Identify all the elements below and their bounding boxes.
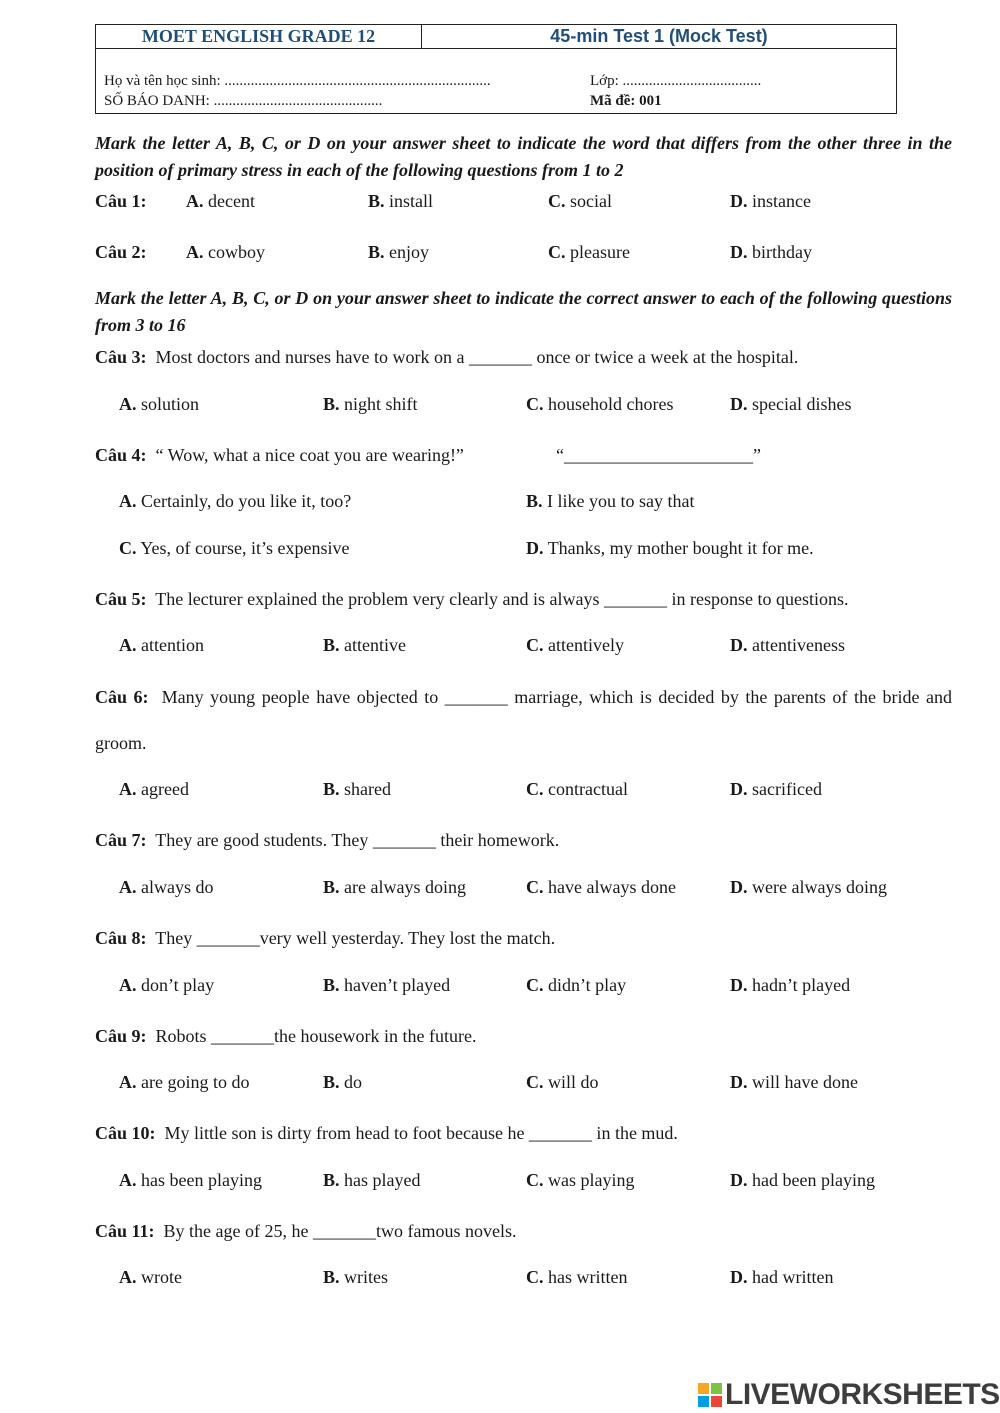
option-6d[interactable]: D. sacrificed: [730, 779, 822, 799]
student-id-line: SỐ BÁO DANH: .............................................: [104, 93, 383, 109]
option-10d[interactable]: D. had been playing: [730, 1170, 875, 1190]
option-9c[interactable]: C. will do: [526, 1072, 599, 1092]
option-6a[interactable]: A. agreed: [119, 779, 189, 799]
option-4d[interactable]: D. Thanks, my mother bought it for me.: [526, 538, 814, 558]
option-3c[interactable]: C. household chores: [526, 394, 674, 414]
option-8d[interactable]: D. hadn’t played: [730, 975, 851, 995]
option-10c[interactable]: C. was playing: [526, 1170, 635, 1190]
option-7a[interactable]: A. always do: [119, 877, 214, 897]
option-11b[interactable]: B. writes: [323, 1267, 389, 1287]
question-label: Câu 2:: [95, 242, 147, 262]
option-4a[interactable]: A. Certainly, do you like it, too?: [119, 491, 352, 511]
class-line: Lớp: .....................................: [590, 73, 762, 89]
course-title: MOET ENGLISH GRADE 12: [96, 25, 422, 48]
student-name-line: Họ và tên học sinh: .......................................................................: [104, 73, 491, 89]
question-5: Câu 5: The lecturer explained the problem very clearly and is always _______ in response to questions.: [95, 589, 849, 609]
question-4-response-blank: “_____________________”: [556, 445, 761, 465]
option-6c[interactable]: C. contractual: [526, 779, 628, 799]
option-9b[interactable]: B. do: [323, 1072, 363, 1092]
option-3a[interactable]: A. solution: [119, 394, 200, 414]
test-code: Mã đề: 001: [590, 93, 662, 109]
option-1d[interactable]: D. instance: [730, 191, 811, 211]
option-8c[interactable]: C. didn’t play: [526, 975, 627, 995]
option-11d[interactable]: D. had written: [730, 1267, 834, 1287]
test-title: 45-min Test 1 (Mock Test): [550, 26, 768, 46]
liveworksheets-logo: [697, 1378, 1000, 1412]
question-11: Câu 11: By the age of 25, he _______two famous novels.: [95, 1221, 517, 1241]
option-5a[interactable]: A. attention: [119, 635, 204, 655]
option-5d[interactable]: D. attentiveness: [730, 635, 845, 655]
option-9d[interactable]: D. will have done: [730, 1072, 858, 1092]
option-4c[interactable]: C. Yes, of course, it’s expensive: [119, 538, 350, 558]
question-9: Câu 9: Robots _______the housework in the future.: [95, 1026, 477, 1046]
question-1: [95, 190, 147, 212]
option-7c[interactable]: C. have always done: [526, 877, 676, 897]
option-11a[interactable]: A. wrote: [119, 1267, 182, 1287]
option-11c[interactable]: C. has written: [526, 1267, 628, 1287]
brand-name: LIVEWORKSHEETS: [725, 1378, 1000, 1411]
option-1a[interactable]: A. decent: [186, 191, 255, 211]
option-2d[interactable]: D. birthday: [730, 242, 812, 262]
instruction-2: Mark the letter A, B, C, or D on your answer sheet to indicate the correct answer to each of the following questions from 3 to 16: [95, 288, 952, 335]
option-5c[interactable]: C. attentively: [526, 635, 624, 655]
question-7: Câu 7: They are good students. They _______ their homework.: [95, 830, 560, 850]
option-2c[interactable]: C. pleasure: [548, 242, 630, 262]
question-10: Câu 10: My little son is dirty from head to foot because he _______ in the mud.: [95, 1123, 678, 1143]
option-4b[interactable]: B. I like you to say that: [526, 491, 695, 511]
test-header: [95, 24, 897, 114]
option-10b[interactable]: B. has played: [323, 1170, 421, 1190]
option-7b[interactable]: B. are always doing: [323, 877, 466, 897]
question-label: Câu 1:: [95, 191, 147, 211]
instruction-1: Mark the letter A, B, C, or D on your answer sheet to indicate the word that differs from the other three in the position of primary stress in each of the following questions from 1 to 2: [95, 133, 952, 180]
option-5b[interactable]: B. attentive: [323, 635, 406, 655]
question-2: [95, 241, 147, 263]
option-3d[interactable]: D. special dishes: [730, 394, 852, 414]
option-1b[interactable]: B. install: [368, 191, 434, 211]
option-10a[interactable]: A. has been playing: [119, 1170, 262, 1190]
liveworksheets-logo-icon: [697, 1382, 723, 1408]
option-7d[interactable]: D. were always doing: [730, 877, 887, 897]
question-4: Câu 4: “ Wow, what a nice coat you are wearing!”: [95, 445, 464, 465]
option-2a[interactable]: A. cowboy: [186, 242, 265, 262]
question-8: Câu 8: They _______very well yesterday. They lost the match.: [95, 928, 556, 948]
question-3: Câu 3: Most doctors and nurses have to work on a _______ once or twice a week at the hospital.: [95, 347, 799, 367]
question-6: Câu 6: Many young people have objected to _______ marriage, which is decided by the parents of the bride and groom.: [95, 687, 952, 753]
option-9a[interactable]: A. are going to do: [119, 1072, 250, 1092]
option-3b[interactable]: B. night shift: [323, 394, 418, 414]
option-1c[interactable]: C. social: [548, 191, 612, 211]
worksheet-page: [95, 24, 952, 1287]
option-6b[interactable]: B. shared: [323, 779, 391, 799]
option-2b[interactable]: B. enjoy: [368, 242, 430, 262]
option-8a[interactable]: A. don’t play: [119, 975, 215, 995]
option-8b[interactable]: B. haven’t played: [323, 975, 451, 995]
